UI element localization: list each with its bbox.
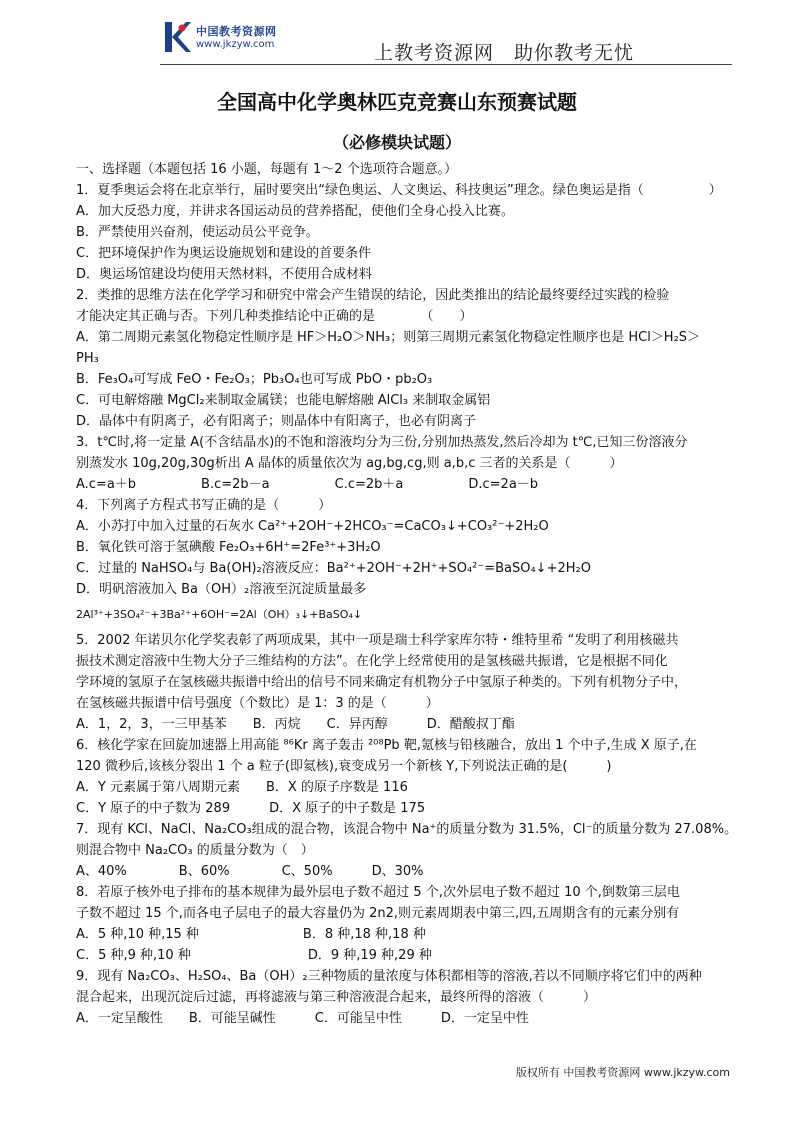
site-logo[interactable] bbox=[162, 20, 292, 56]
text-line: 振技术测定溶液中生物大分子三维结构的方法”。在化学上经常使用的是氢核磁共振谱，它是根据不同化 bbox=[76, 654, 668, 669]
text-line: C．5 种,9 种,10 种 D．9 种,19 种,29 种 bbox=[76, 948, 432, 963]
formula-line: 2Al³⁺+3SO₄²⁻+3Ba²⁺+6OH⁻=2Al（OH）₃↓+BaSO₄↓ bbox=[76, 608, 363, 621]
text-line: 在氢核磁共振谱中信号强度（个数比）是 1：3 的是（ ） bbox=[76, 696, 439, 711]
text-line: B．氧化铁可溶于氢碘酸 Fe₂O₃+6H⁺=2Fe³⁺+3H₂O bbox=[76, 540, 381, 555]
text-line: A．一定呈酸性 B．可能呈碱性 C．可能呈中性 D．一定呈中性 bbox=[76, 1011, 529, 1026]
page-title: 全国高中化学奥林匹克竞赛山东预赛试题 bbox=[217, 90, 577, 114]
page-footer: 版权所有 中国教考资源网 www.jkzyw.com bbox=[515, 1066, 730, 1079]
logo-text: 中国教考资源网 bbox=[196, 25, 277, 38]
text-line: 1．夏季奥运会将在北京举行，届时要突出“绿色奥运、人文奥运、科技奥运”理念。绿色奥运是指（ ） bbox=[76, 183, 722, 198]
text-line: 学环境的氢原子在氢核磁共振谱中给出的信号不同来确定有机物分子中氢原子种类的。下列有机物分子中， bbox=[76, 675, 688, 690]
text-line: A．5 种,10 种,15 种 B．8 种,18 种,18 种 bbox=[76, 927, 426, 942]
text-line: A．1，2，3，一三甲基苯 B．丙烷 C．异丙醇 D．醋酸叔丁酯 bbox=[76, 717, 515, 732]
text-line: 3．t℃时,将一定量 A(不含结晶水)的不饱和溶液均分为三份,分别加热蒸发,然后冷却为 t℃,已知三份溶液分 bbox=[76, 435, 688, 450]
text-line: C．可电解熔融 MgCl₂来制取金属镁；也能电解熔融 AlCl₃ 来制取金属铝 bbox=[76, 393, 491, 408]
text-line: 9．现有 Na₂CO₃、H₂SO₄、Ba（OH）₂三种物质的量浓度与体积都相等的溶液,若以不同顺序将它们中的两种 bbox=[76, 969, 702, 984]
questions-5-9 bbox=[76, 630, 766, 1029]
text-line: B．Fe₃O₄可写成 FeO・Fe₂O₃；Pb₃O₄也可写成 PbO・pb₂O₃ bbox=[76, 372, 433, 387]
questions-1-4 bbox=[76, 159, 766, 600]
text-line: 才能决定其正确与否。下列几种类推结论中正确的是 （ ） bbox=[76, 309, 473, 324]
text-line: 4．下列离子方程式书写正确的是（ ） bbox=[76, 498, 332, 513]
text-line: 120 微秒后,该核分裂出 1 个 a 粒子(即氦核),衰变成另一个新核 Y,下列说法正确的是( ) bbox=[76, 759, 612, 774]
text-line: 子数不超过 15 个,而各电子层电子的最大容量仍为 2n2,则元素周期表中第三,四,五周期含有的元素分别有 bbox=[76, 906, 680, 921]
jk-logo-icon bbox=[162, 20, 192, 54]
page-header bbox=[0, 0, 794, 70]
text-line: D．奥运场馆建设均使用天然材料，不使用合成材料 bbox=[76, 267, 373, 282]
text-line: A．加大反恐力度，并讲求各国运动员的营养搭配，使他们全身心投入比赛。 bbox=[76, 204, 514, 219]
logo-url: www.jkzyw.com bbox=[196, 39, 275, 50]
text-line: 2．类推的思维方法在化学学习和研究中常会产生错误的结论，因此类推出的结论最终要经过实践的检验 bbox=[76, 288, 670, 303]
text-line: A．Y 元素属于第八周期元素 B．X 的原子序数是 116 bbox=[76, 780, 408, 795]
header-slogan: 上教考资源网 助你教考无忧 bbox=[374, 42, 635, 64]
text-line: 5．2002 年诺贝尔化学奖表彰了两项成果，其中一项是瑞士科学家库尔特・维特里希 “发明了利用核磁共 bbox=[76, 633, 679, 648]
text-line: 一、选择题（本题包括 16 小题，每题有 1～2 个选项符合题意。） bbox=[76, 162, 458, 177]
text-line: A、40% B、60% C、50% D、30% bbox=[76, 864, 424, 879]
page-subtitle: （必修模块试题） bbox=[332, 133, 461, 152]
text-line: C．把环境保护作为奥运设施规划和建设的首要条件 bbox=[76, 246, 372, 261]
text-line: 混合起来，出现沉淀后过滤，再将滤液与第三种溶液混合起来，最终所得的溶液（ ） bbox=[76, 990, 597, 1005]
text-line: 则混合物中 Na₂CO₃ 的质量分数为（ ） bbox=[76, 843, 314, 858]
text-line: 6．核化学家在回旋加速器上用高能 ⁸⁶Kr 离子轰击 ²⁰⁸Pb 靶,氪核与铅核融合，放出 1 个中子,生成 X 原子,在 bbox=[76, 738, 697, 753]
text-line: PH₃ bbox=[76, 351, 99, 366]
text-line: C．过量的 NaHSO₄与 Ba(OH)₂溶液反应：Ba²⁺+2OH⁻+2H⁺+SO₄²⁻=BaSO₄↓+2H₂O bbox=[76, 561, 591, 576]
exam-content bbox=[76, 159, 766, 1029]
text-line: D．明矾溶液加入 Ba（OH）₂溶液至沉淀质量最多 bbox=[76, 582, 367, 597]
text-line: 别蒸发水 10g,20g,30g析出 A 晶体的质量依次为 ag,bg,cg,则 a,b,c 三者的关系是（ ） bbox=[76, 456, 623, 471]
text-line: 8．若原子核外电子排布的基本规律为最外层电子数不超过 5 个,次外层电子数不超过 10 个,倒数第三层电 bbox=[76, 885, 680, 900]
text-line: A.c=a＋b B.c=2b－a C.c=2b＋a D.c=2a－b bbox=[76, 477, 539, 492]
text-line: D．晶体中有阴离子，必有阳离子；则晶体中有阳离子，也必有阴离子 bbox=[76, 414, 477, 429]
text-line: C．Y 原子的中子数为 289 D．X 原子的中子数是 175 bbox=[76, 801, 426, 816]
text-line: A．第二周期元素氢化物稳定性顺序是 HF＞H₂O＞NH₃；则第三周期元素氢化物稳定性顺序也是 HCl＞H₂S＞ bbox=[76, 330, 701, 345]
text-line: A．小苏打中加入过量的石灰水 Ca²⁺+2OH⁻+2HCO₃⁻=CaCO₃↓+CO₃²⁻+2H₂O bbox=[76, 519, 549, 534]
header-divider bbox=[160, 64, 732, 65]
text-line: 7．现有 KCl、NaCl、Na₂CO₃组成的混合物，该混合物中 Na⁺的质量分数为 31.5%，Cl⁻的质量分数为 27.08%。 bbox=[76, 822, 738, 837]
text-line: B．严禁使用兴奋剂，使运动员公平竞争。 bbox=[76, 225, 319, 240]
